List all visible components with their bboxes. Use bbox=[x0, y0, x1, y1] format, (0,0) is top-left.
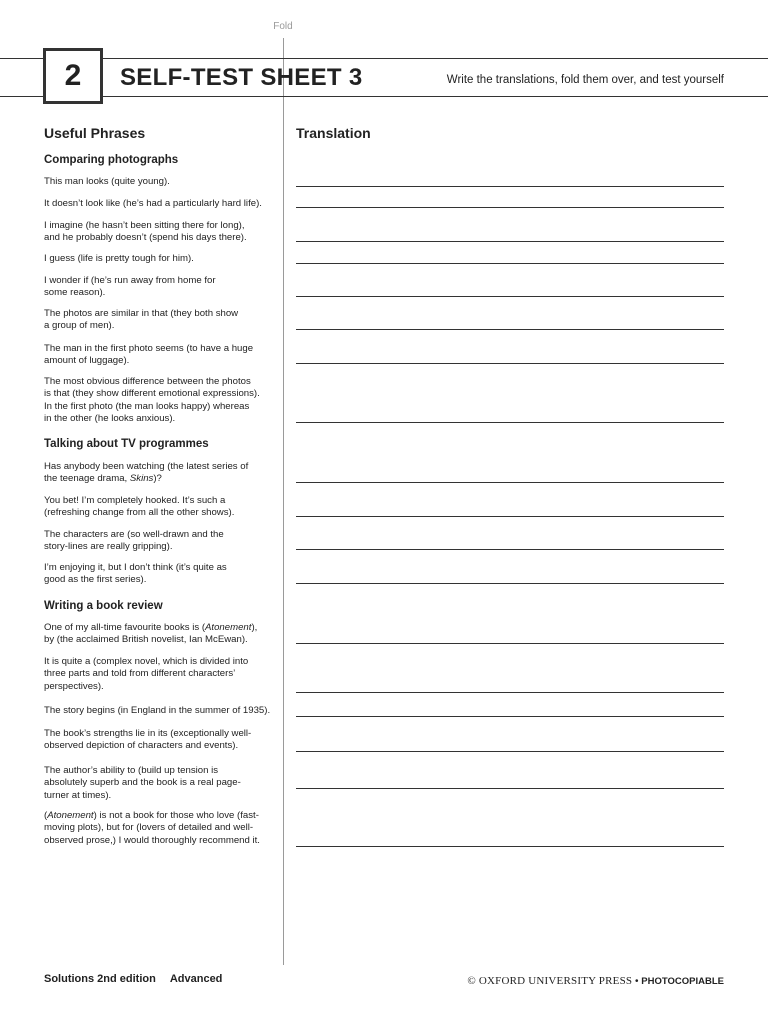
footer-book-title: Solutions 2nd edition bbox=[44, 973, 156, 985]
phrase bbox=[44, 176, 286, 188]
phrase-line: It is quite a (complex novel, which is divided into bbox=[44, 656, 249, 667]
translation-line[interactable] bbox=[296, 583, 724, 584]
phrase-line: The author’s ability to (build up tension is bbox=[44, 765, 219, 776]
phrase bbox=[44, 308, 286, 333]
section-heading: Comparing photographs bbox=[44, 154, 179, 166]
phrase-line: It doesn’t look like (he’s had a particularly hard life). bbox=[44, 198, 262, 209]
phrase-line: You bet! I’m completely hooked. It’s such a bbox=[44, 495, 226, 506]
phrase bbox=[44, 728, 286, 753]
phrase-line: by (the acclaimed British novelist, Ian McEwan). bbox=[44, 634, 248, 646]
phrase bbox=[44, 220, 286, 245]
phrase-line: The story begins (in England in the summer of 1935). bbox=[44, 705, 271, 716]
phrase bbox=[44, 461, 286, 486]
phrase-line: Has anybody been watching (the latest series of bbox=[44, 461, 249, 472]
header-bottom-rule bbox=[0, 96, 768, 97]
footer-level: Advanced bbox=[169, 973, 223, 985]
sheet-title: SELF-TEST SHEET 3 bbox=[120, 64, 363, 91]
instruction-text: Write the translations, fold them over, and test yourself bbox=[446, 74, 724, 86]
phrase bbox=[44, 562, 286, 587]
phrase-line: The characters are (so well-drawn and the bbox=[44, 529, 224, 540]
phrase-line: I guess (life is pretty tough for him). bbox=[44, 253, 194, 264]
phrase-line: story-lines are really gripping). bbox=[44, 541, 173, 553]
translation-line[interactable] bbox=[296, 846, 724, 847]
fold-label: Fold bbox=[273, 21, 293, 32]
section-heading: Talking about TV programmes bbox=[44, 438, 209, 450]
footer-separator: • bbox=[635, 976, 639, 987]
translation-line[interactable] bbox=[296, 643, 724, 644]
phrase bbox=[44, 275, 286, 300]
unit-number-box bbox=[43, 48, 103, 104]
translation-line[interactable] bbox=[296, 788, 724, 789]
footer-copyright bbox=[467, 975, 724, 987]
phrase-line: some reason). bbox=[44, 287, 106, 299]
header-top-rule bbox=[0, 58, 768, 59]
translation-line[interactable] bbox=[296, 329, 724, 330]
phrase-line: I wonder if (he’s run away from home for bbox=[44, 275, 216, 286]
phrase bbox=[44, 529, 286, 554]
useful-phrases-heading: Useful Phrases bbox=[44, 125, 146, 141]
phrase-line: in the other (he looks anxious). bbox=[44, 412, 176, 424]
footer-photocopiable: PHOTOCOPIABLE bbox=[641, 976, 724, 987]
translation-line[interactable] bbox=[296, 549, 724, 550]
translation-line[interactable] bbox=[296, 241, 724, 242]
translation-line[interactable] bbox=[296, 363, 724, 364]
phrase-line: In the first photo (the man looks happy) whereas bbox=[44, 400, 250, 412]
section-heading: Writing a book review bbox=[44, 600, 163, 612]
translation-line[interactable] bbox=[296, 692, 724, 693]
phrase bbox=[44, 495, 286, 520]
phrase-line: absolutely superb and the book is a real page- bbox=[44, 777, 241, 789]
phrase-line: perspectives). bbox=[44, 680, 104, 692]
phrase bbox=[44, 656, 286, 693]
phrase-line: One of my all-time favourite books is (Atonement), bbox=[44, 622, 258, 633]
footer-publisher: © OXFORD UNIVERSITY PRESS bbox=[467, 975, 633, 987]
phrase-line: turner at times). bbox=[44, 789, 112, 801]
phrase-line: is that (they show different emotional expressions). bbox=[44, 388, 260, 400]
phrase bbox=[44, 376, 286, 425]
phrase-line: The man in the first photo seems (to have a huge bbox=[44, 343, 254, 354]
phrase-line: good as the first series). bbox=[44, 574, 147, 586]
phrase bbox=[44, 343, 286, 368]
phrase-line: The book’s strengths lie in its (exceptionally well- bbox=[44, 728, 252, 739]
unit-number: 2 bbox=[64, 59, 82, 92]
translation-line[interactable] bbox=[296, 716, 724, 717]
phrase-line: amount of luggage). bbox=[44, 355, 130, 367]
phrase-line: (Atonement) is not a book for those who love (fast- bbox=[44, 810, 259, 821]
translation-line[interactable] bbox=[296, 296, 724, 297]
phrase-line: This man looks (quite young). bbox=[44, 176, 170, 187]
phrase-line: The most obvious difference between the photos bbox=[44, 376, 251, 387]
phrase-line: three parts and told from different characters’ bbox=[44, 668, 236, 680]
translation-line[interactable] bbox=[296, 186, 724, 187]
translation-line[interactable] bbox=[296, 516, 724, 517]
phrase-line: moving plots), but for (lovers of detailed and well- bbox=[44, 822, 254, 834]
phrase-line: the teenage drama, Skins)? bbox=[44, 473, 162, 485]
translation-line[interactable] bbox=[296, 263, 724, 264]
phrase bbox=[44, 765, 286, 802]
translation-heading: Translation bbox=[296, 125, 371, 141]
phrase-line: The photos are similar in that (they both show bbox=[44, 308, 239, 319]
phrase-line: (refreshing change from all the other shows). bbox=[44, 507, 235, 519]
translation-line[interactable] bbox=[296, 751, 724, 752]
phrase-line: a group of men). bbox=[44, 320, 115, 332]
footer-book-info bbox=[44, 973, 222, 985]
translation-line[interactable] bbox=[296, 482, 724, 483]
phrase bbox=[44, 810, 286, 847]
phrase bbox=[44, 253, 286, 265]
phrase-line: observed prose,) I would thoroughly recommend it. bbox=[44, 834, 260, 846]
phrase-line: observed depiction of characters and events). bbox=[44, 740, 239, 752]
phrase bbox=[44, 705, 286, 717]
translation-line[interactable] bbox=[296, 207, 724, 208]
phrase bbox=[44, 198, 286, 210]
phrase-line: and he probably doesn’t (spend his days there). bbox=[44, 232, 247, 244]
translation-line[interactable] bbox=[296, 422, 724, 423]
phrase bbox=[44, 622, 286, 647]
phrase-line: I imagine (he hasn’t been sitting there for long), bbox=[44, 220, 245, 231]
phrase-line: I’m enjoying it, but I don’t think (it’s quite as bbox=[44, 562, 227, 573]
